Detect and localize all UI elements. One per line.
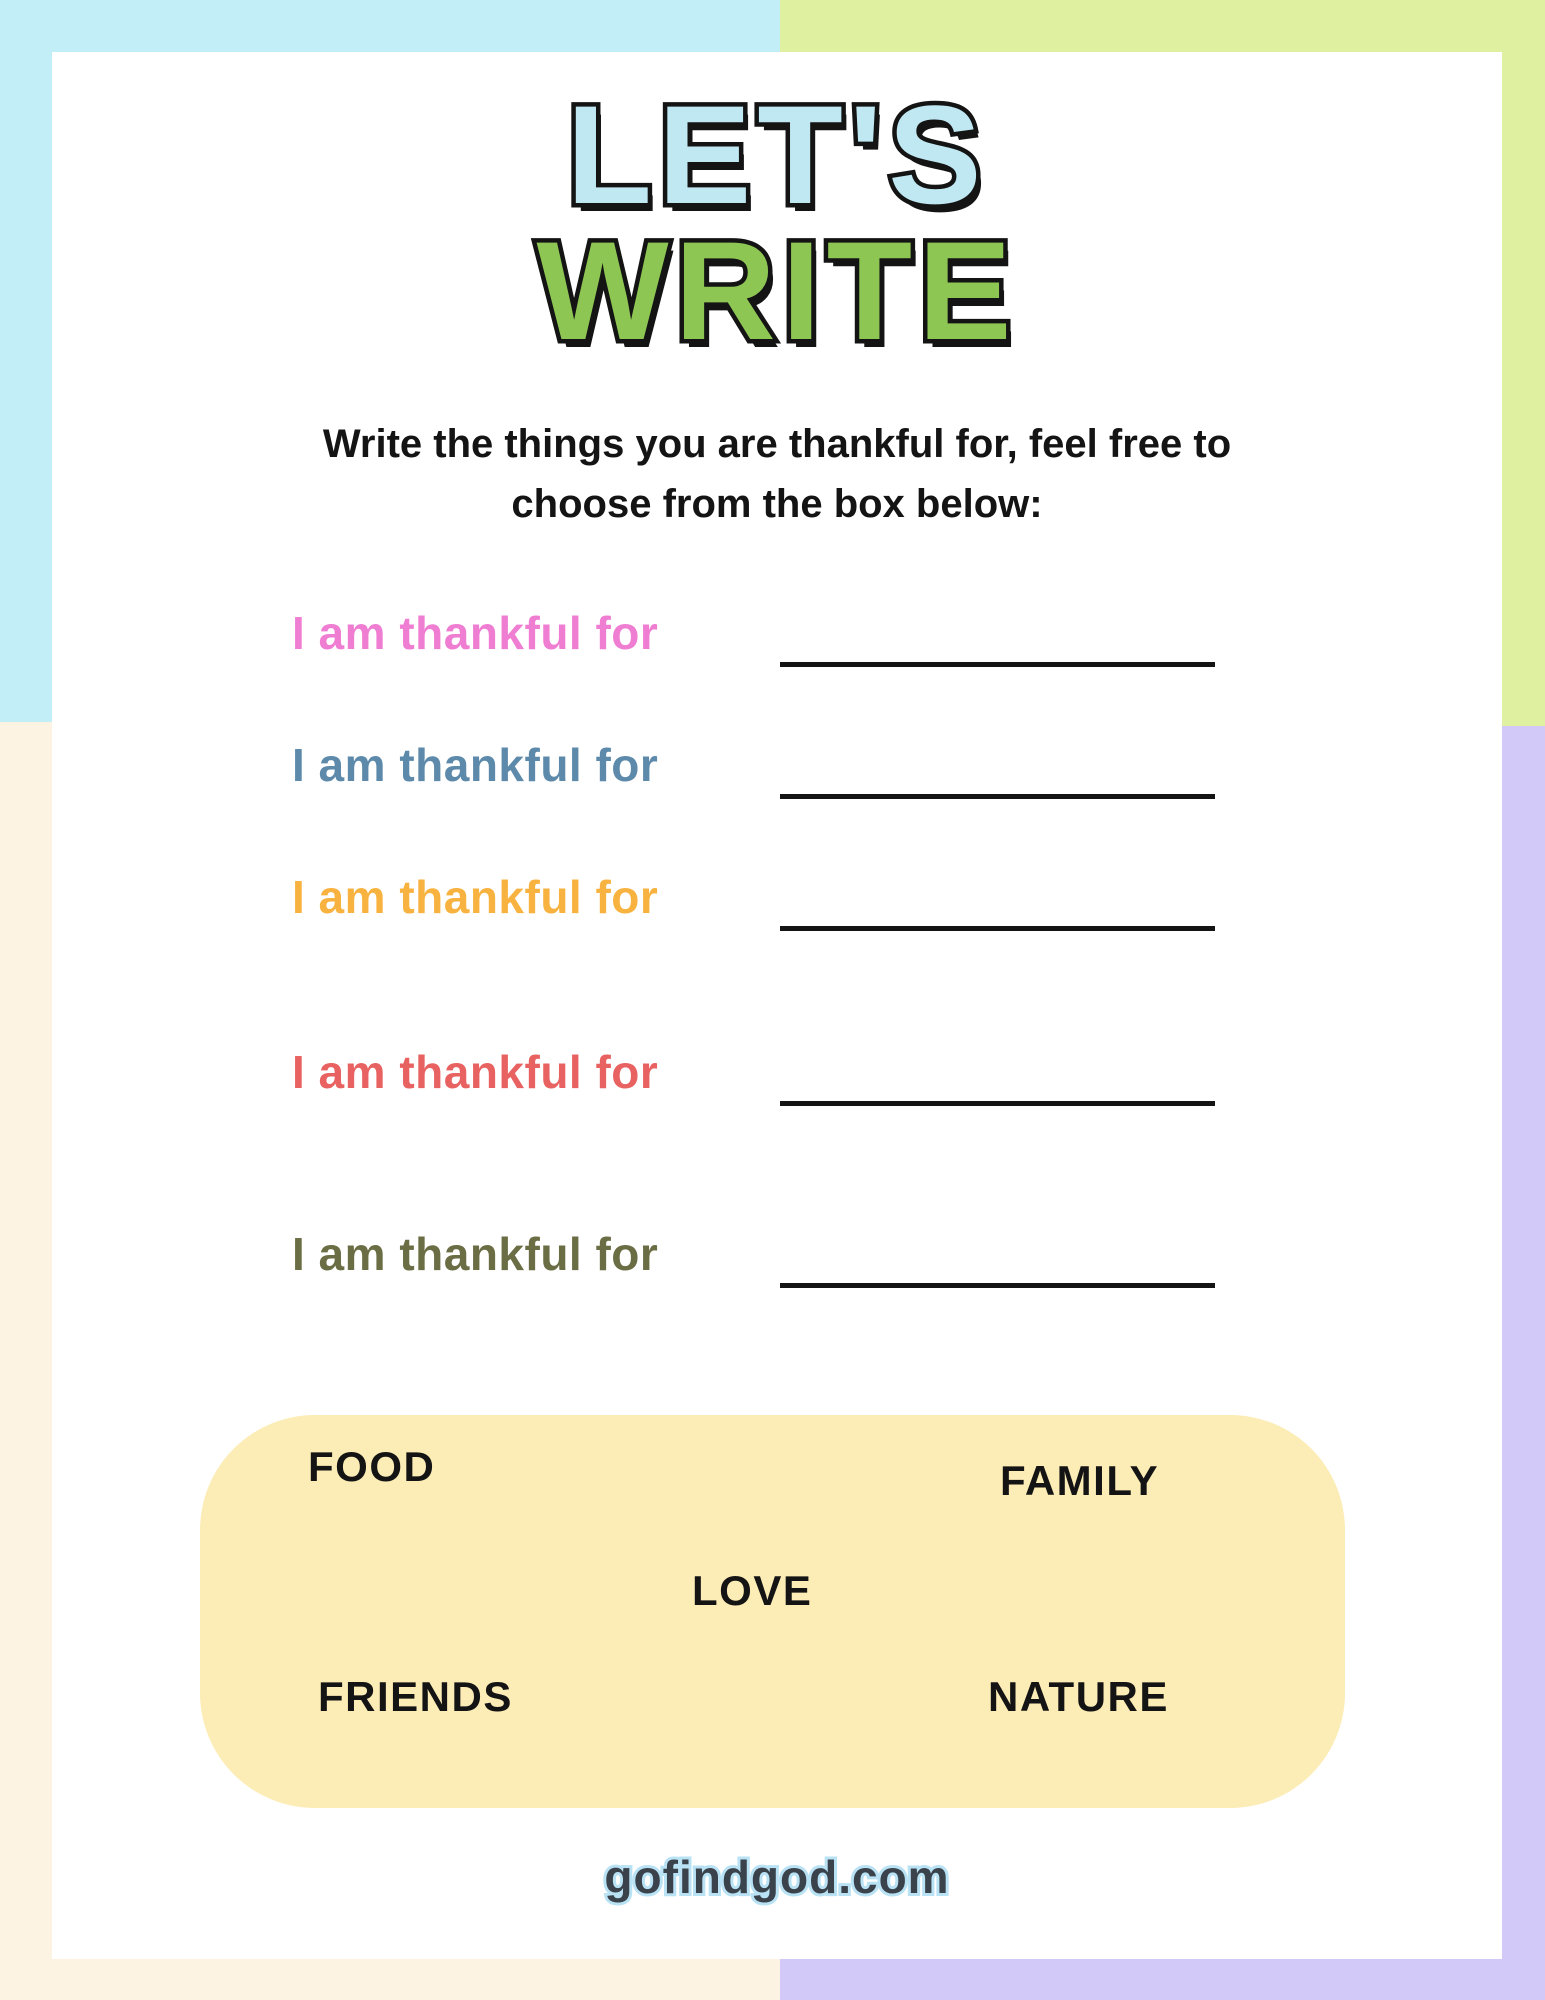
answer-line-1 [780, 662, 1215, 667]
title-write: WRITE [536, 212, 1018, 369]
word-love: LOVE [692, 1567, 813, 1614]
prompt-label-2: I am thankful for [292, 739, 659, 791]
website-footer: gofindgod.com [604, 1851, 950, 1903]
answer-line-3 [780, 926, 1215, 931]
prompt-label-1: I am thankful for [292, 607, 659, 659]
answer-line-2 [780, 794, 1215, 799]
prompt-label-3: I am thankful for [292, 871, 659, 923]
word-friends: FRIENDS [318, 1673, 513, 1720]
worksheet-card [52, 52, 1502, 1959]
answer-line-4 [780, 1101, 1215, 1106]
word-family: FAMILY [1000, 1457, 1160, 1504]
prompt-label-5: I am thankful for [292, 1228, 659, 1280]
prompt-label-4: I am thankful for [292, 1046, 659, 1098]
word-food: FOOD [308, 1443, 436, 1490]
word-nature: NATURE [988, 1673, 1169, 1720]
instruction-text: Write the things you are thankful for, feel free to choose from the box below: [322, 422, 1232, 526]
word-bank-box [200, 1415, 1345, 1808]
answer-line-5 [780, 1283, 1215, 1288]
title-lets: LET'S [566, 76, 988, 233]
